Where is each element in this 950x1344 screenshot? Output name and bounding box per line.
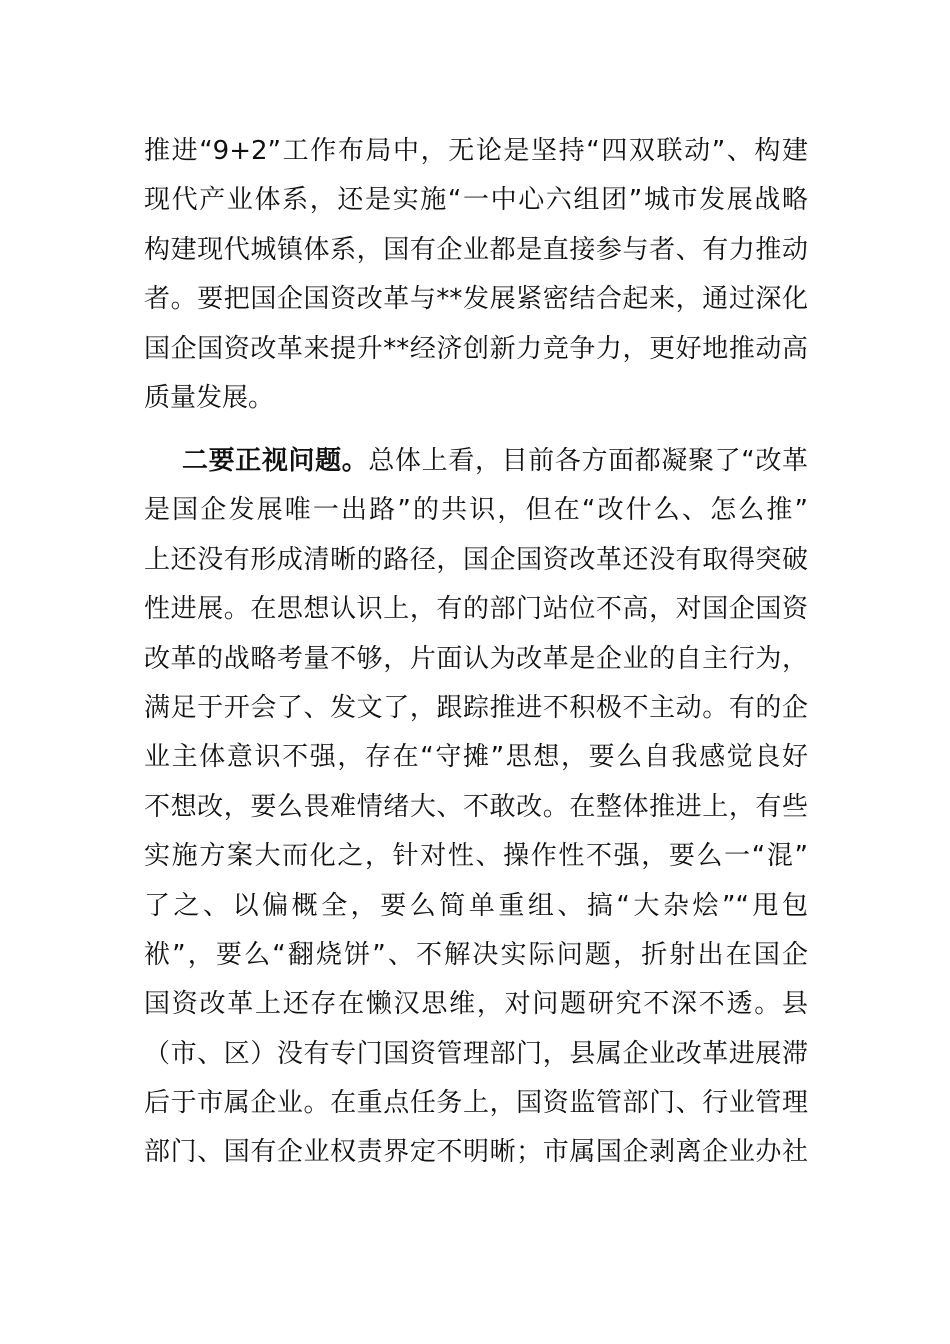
paragraph-line: 部门、国有企业权责界定不明晰；市属国企剥离企业办社 xyxy=(144,1137,808,1168)
first-line-text: 总体上看，目前各方面都凝聚了“改革 xyxy=(368,446,808,476)
paragraph-line: 改革的战略考量不够，片面认为改革是企业的自主行为， xyxy=(144,643,808,674)
paragraph-line: 质量发展。 xyxy=(144,382,275,413)
paragraph-line: 业主体意识不强，存在“守摊”思想，要么自我感觉良好 xyxy=(144,742,808,773)
paragraph-line: 是国企发展唯一出路”的共识，但在“改什么、怎么推” xyxy=(144,495,808,526)
paragraph-line: 国企国资改革来提升**经济创新力竞争力，更好地推动高 xyxy=(144,333,808,364)
paragraph-line: （市、区）没有专门国资管理部门，县属企业改革进展滞 xyxy=(144,1038,808,1069)
paragraph-line: 后于市属企业。在重点任务上，国资监管部门、行业管理 xyxy=(144,1088,808,1119)
paragraph-line: 构建现代城镇体系，国有企业都是直接参与者、有力推动 xyxy=(144,234,808,265)
paragraph-line: 推进“9+2”工作布局中，无论是坚持“四双联动”、构建 xyxy=(144,136,808,166)
paragraph-line: 实施方案大而化之，针对性、操作性不强，要么一“混” xyxy=(144,841,808,872)
section-heading: 二要正视问题。 xyxy=(182,446,369,476)
paragraph-face-problems xyxy=(144,437,808,1178)
paragraph-first-line xyxy=(144,437,808,486)
paragraph-line: 袱”，要么“翻烧饼”、不解决实际问题，折射出在国企 xyxy=(144,939,808,970)
paragraph-line: 国资改革上还存在懒汉思维，对问题研究不深不透。县 xyxy=(144,989,808,1020)
paragraph-reform-development xyxy=(144,127,808,423)
paragraph-line: 了之、以偏概全，要么简单重组、搞“大杂烩”“甩包 xyxy=(144,890,808,921)
paragraph-line: 不想改，要么畏难情绪大、不敢改。在整体推进上，有些 xyxy=(144,791,808,822)
paragraph-line: 现代产业体系，还是实施“一中心六组团”城市发展战略 xyxy=(144,185,808,216)
paragraph-line: 性进展。在思想认识上，有的部门站位不高，对国企国资 xyxy=(144,594,808,625)
paragraph-line: 者。要把国企国资改革与**发展紧密结合起来，通过深化 xyxy=(144,284,808,315)
paragraph-line: 上还没有形成清晰的路径，国企国资改革还没有取得突破 xyxy=(144,544,808,575)
paragraph-line: 满足于开会了、发文了，跟踪推进不积极不主动。有的企 xyxy=(144,692,808,723)
